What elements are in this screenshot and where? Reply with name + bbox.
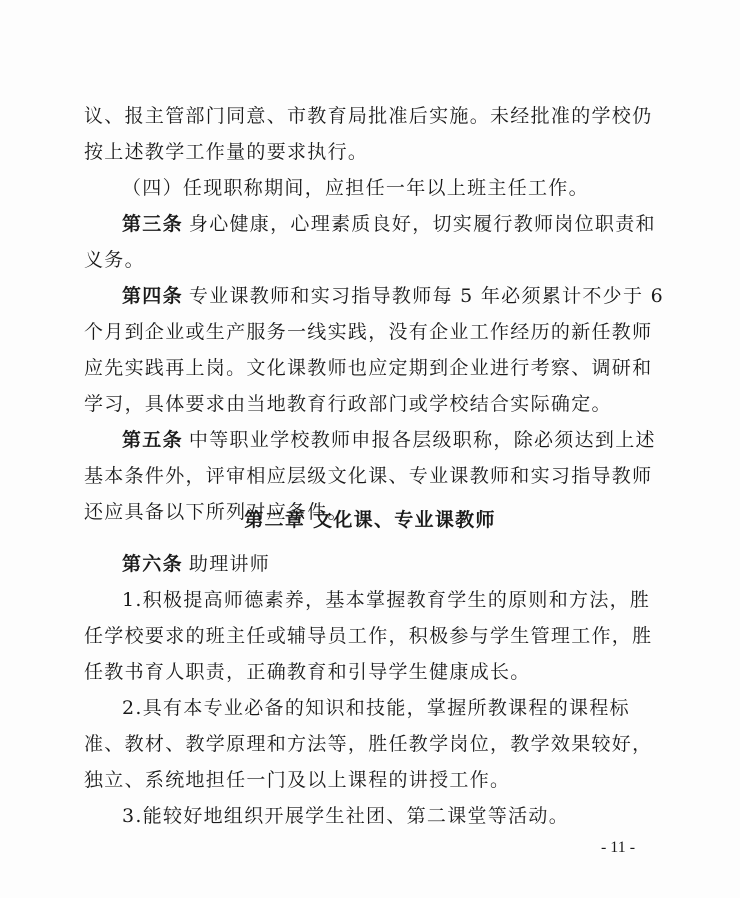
article-heading: 第五条 xyxy=(122,429,183,451)
text-line: 独立、系统地担任一门及以上课程的讲授工作。 xyxy=(84,769,511,791)
text-line: 准、教材、教学原理和方法等，胜任教学岗位，教学效果较好， xyxy=(84,733,653,755)
article-line xyxy=(122,552,702,576)
article-text: 专业课教师和实习指导教师每 5 年必须累计不少于 6 xyxy=(188,285,665,307)
text-line: （四）任现职称期间，应担任一年以上班主任工作。 xyxy=(122,177,589,199)
article-heading: 第三条 xyxy=(122,213,183,235)
text-line: 1.积极提高师德素养，基本掌握教育学生的原则和方法，胜 xyxy=(122,589,651,611)
text-line: 学习，具体要求由当地教育行政部门或学校结合实际确定。 xyxy=(84,393,612,415)
article-text: 身心健康，心理素质良好，切实履行教师岗位职责和 xyxy=(188,213,656,235)
text-line: 议、报主管部门同意、市教育局批准后实施。未经批准的学校仍 xyxy=(84,105,653,127)
article-text: 助理讲师 xyxy=(188,553,271,575)
text-line: 义务。 xyxy=(84,249,145,271)
text-line: 任学校要求的班主任或辅导员工作，积极参与学生管理工作，胜 xyxy=(84,625,653,647)
article-line xyxy=(122,428,702,452)
text-line: 任教书育人职责，正确教育和引导学生健康成长。 xyxy=(84,661,531,683)
article-heading: 第四条 xyxy=(122,285,183,307)
text-line: 应先实践再上岗。文化课教师也应定期到企业进行考察、调研和 xyxy=(84,357,653,379)
text-line: 个月到企业或生产服务一线实践，没有企业工作经历的新任教师 xyxy=(84,321,653,343)
chapter-heading: 第二章 文化课、专业课教师 xyxy=(244,509,496,531)
article-line xyxy=(122,284,702,308)
page-number: - 11 - xyxy=(600,839,636,856)
text-line: 2.具有本专业必备的知识和技能，掌握所教课程的课程标 xyxy=(122,697,630,719)
text-line: 还应具备以下所列对应条件。 xyxy=(84,501,348,523)
text-line: 3.能较好地组织开展学生社团、第二课堂等活动。 xyxy=(122,805,570,827)
text-line: 按上述教学工作量的要求执行。 xyxy=(84,141,369,163)
article-text: 中等职业学校教师申报各层级职称，除必须达到上述 xyxy=(188,429,656,451)
article-heading: 第六条 xyxy=(122,553,183,575)
text-line: 基本条件外，评审相应层级文化课、专业课教师和实习指导教师 xyxy=(84,465,653,487)
article-line xyxy=(122,212,702,236)
